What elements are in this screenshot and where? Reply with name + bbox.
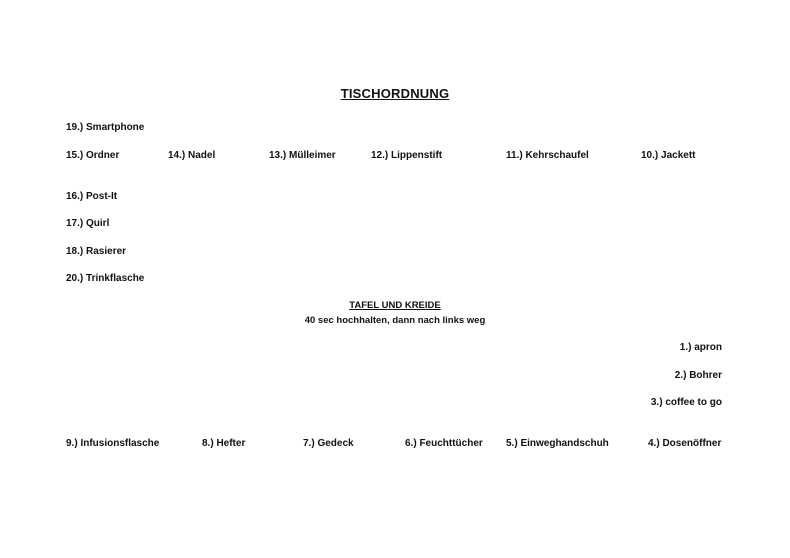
table-instruction: 40 sec hochhalten, dann nach links weg bbox=[304, 315, 486, 326]
seat-10: 10.) Jackett bbox=[641, 150, 696, 161]
seat-18: 18.) Rasierer bbox=[66, 246, 127, 257]
seat-9: 9.) Infusionsflasche bbox=[66, 438, 160, 449]
seat-1: 1.) apron bbox=[679, 342, 722, 353]
seat-11: 11.) Kehrschaufel bbox=[506, 150, 589, 161]
seat-12: 12.) Lippenstift bbox=[371, 150, 443, 161]
seat-20: 20.) Trinkflasche bbox=[66, 273, 145, 284]
table-heading: TAFEL UND KREIDE bbox=[349, 300, 441, 311]
seat-6: 6.) Feuchttücher bbox=[405, 438, 483, 449]
seat-8: 8.) Hefter bbox=[202, 438, 246, 449]
seat-15: 15.) Ordner bbox=[66, 150, 120, 161]
seat-19: 19.) Smartphone bbox=[66, 122, 145, 133]
seat-17: 17.) Quirl bbox=[66, 218, 110, 229]
seat-4: 4.) Dosenöffner bbox=[648, 438, 722, 449]
seat-3: 3.) coffee to go bbox=[650, 397, 722, 408]
seat-7: 7.) Gedeck bbox=[303, 438, 354, 449]
seat-13: 13.) Mülleimer bbox=[269, 150, 336, 161]
seat-16: 16.) Post-It bbox=[66, 191, 118, 202]
document-title: TISCHORDNUNG bbox=[340, 86, 450, 101]
seat-5: 5.) Einweghandschuh bbox=[506, 438, 609, 449]
seat-14: 14.) Nadel bbox=[168, 150, 216, 161]
seat-2: 2.) Bohrer bbox=[674, 370, 722, 381]
